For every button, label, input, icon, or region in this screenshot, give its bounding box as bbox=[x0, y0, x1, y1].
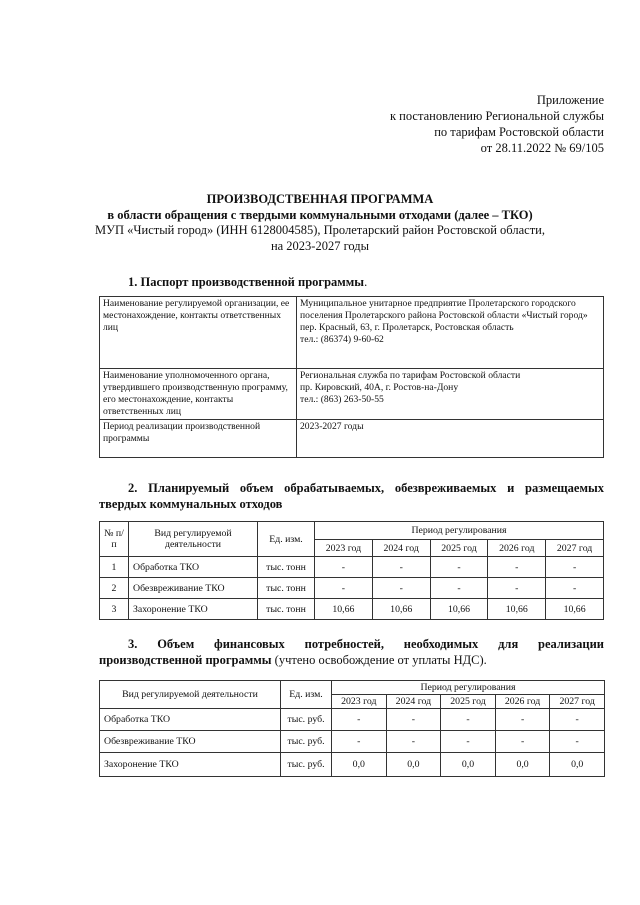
header-period: Период регулирования bbox=[315, 522, 604, 540]
row-activity: Обработка ТКО bbox=[129, 557, 258, 578]
passport-value-line: тел.: (863) 263-50-55 bbox=[300, 394, 384, 405]
row-num: 1 bbox=[100, 557, 129, 578]
row-value: 0,0 bbox=[332, 753, 387, 777]
title-line-1: ПРОИЗВОДСТВЕННАЯ ПРОГРАММА bbox=[206, 192, 434, 206]
header-year: 2023 год bbox=[332, 695, 387, 709]
table-row bbox=[100, 369, 604, 420]
document-title bbox=[0, 192, 640, 254]
row-value: - bbox=[430, 578, 488, 599]
row-unit: тыс. руб. bbox=[281, 709, 332, 731]
appendix-line-2: к постановлению Региональной службы bbox=[389, 109, 604, 123]
row-value: - bbox=[332, 709, 387, 731]
row-num: 2 bbox=[100, 578, 129, 599]
table-row bbox=[100, 709, 605, 731]
section3-heading-bold: производственной программы bbox=[99, 653, 272, 667]
passport-label-cell: Период реализации производственной программы bbox=[100, 420, 297, 458]
row-value: - bbox=[315, 578, 373, 599]
section3-heading bbox=[99, 636, 604, 668]
passport-value-cell bbox=[297, 297, 604, 369]
row-value: - bbox=[332, 731, 387, 753]
section3-heading-rest: (учтено освобождение от уплаты НДС). bbox=[271, 653, 487, 667]
row-value: - bbox=[372, 557, 430, 578]
row-value: 10,66 bbox=[488, 599, 546, 620]
row-value: 10,66 bbox=[372, 599, 430, 620]
row-activity: Захоронение ТКО bbox=[129, 599, 258, 620]
row-num: 3 bbox=[100, 599, 129, 620]
row-value: - bbox=[372, 578, 430, 599]
header-unit: Ед. изм. bbox=[258, 522, 315, 557]
row-value: 0,0 bbox=[550, 753, 605, 777]
row-value: 0,0 bbox=[441, 753, 496, 777]
row-value: 10,66 bbox=[315, 599, 373, 620]
section1-heading-period: . bbox=[364, 275, 368, 289]
table-header-row bbox=[100, 522, 604, 540]
row-unit: тыс. руб. bbox=[281, 753, 332, 777]
row-value: - bbox=[550, 709, 605, 731]
passport-table bbox=[99, 296, 604, 458]
section2-heading-line-2: твердых коммунальных отходов bbox=[99, 497, 283, 511]
row-value: - bbox=[495, 709, 550, 731]
header-year: 2027 год bbox=[546, 540, 604, 557]
section1-heading bbox=[128, 274, 367, 290]
section2-heading-line-1: 2. Планируемый объем обрабатываемых, обезвреживаемых и размещаемых bbox=[128, 481, 604, 495]
section2-heading bbox=[99, 480, 604, 512]
header-activity: Вид регулируемой деятельности bbox=[100, 681, 281, 709]
table-row bbox=[100, 753, 605, 777]
header-year: 2027 год bbox=[550, 695, 605, 709]
row-activity: Обезвреживание ТКО bbox=[100, 731, 281, 753]
row-unit: тыс. тонн bbox=[258, 578, 315, 599]
header-year: 2025 год bbox=[430, 540, 488, 557]
section3-heading-line-1: 3. Объем финансовых потребностей, необходимых для реализации bbox=[128, 637, 604, 651]
title-line-4: на 2023-2027 годы bbox=[270, 238, 370, 253]
appendix-line-3: по тарифам Ростовской области bbox=[434, 125, 604, 139]
appendix-line-4: от 28.11.2022 № 69/105 bbox=[480, 141, 604, 155]
row-activity: Захоронение ТКО bbox=[100, 753, 281, 777]
section3-heading-line-2 bbox=[99, 652, 604, 668]
row-value: - bbox=[488, 557, 546, 578]
passport-value-line: пер. Красный, 63, г. Пролетарск, Ростовская область bbox=[300, 322, 514, 333]
passport-value-cell bbox=[297, 369, 604, 420]
row-value: 0,0 bbox=[386, 753, 441, 777]
header-year: 2026 год bbox=[495, 695, 550, 709]
section1-heading-text: 1. Паспорт производственной программы bbox=[128, 275, 365, 289]
finance-table bbox=[99, 680, 605, 777]
table-row bbox=[100, 599, 604, 620]
row-value: 10,66 bbox=[546, 599, 604, 620]
row-unit: тыс. тонн bbox=[258, 599, 315, 620]
header-year: 2025 год bbox=[441, 695, 496, 709]
row-value: 0,0 bbox=[495, 753, 550, 777]
row-value: 10,66 bbox=[430, 599, 488, 620]
table-row bbox=[100, 578, 604, 599]
row-value: - bbox=[546, 578, 604, 599]
row-value: - bbox=[386, 709, 441, 731]
row-activity: Обезвреживание ТКО bbox=[129, 578, 258, 599]
header-year: 2024 год bbox=[372, 540, 430, 557]
row-unit: тыс. руб. bbox=[281, 731, 332, 753]
row-value: - bbox=[441, 731, 496, 753]
header-year: 2023 год bbox=[315, 540, 373, 557]
table-row bbox=[100, 420, 604, 458]
row-activity: Обработка ТКО bbox=[100, 709, 281, 731]
title-line-2: в области обращения с твердыми коммунальными отходами (далее – ТКО) bbox=[107, 207, 533, 222]
passport-value-line: пр. Кировский, 40А, г. Ростов-на-Дону bbox=[300, 382, 459, 393]
passport-value-line: 2023-2027 годы bbox=[300, 421, 364, 432]
row-value: - bbox=[550, 731, 605, 753]
appendix-line-1: Приложение bbox=[536, 93, 604, 107]
table-row bbox=[100, 731, 605, 753]
table-header-row bbox=[100, 681, 605, 695]
row-value: - bbox=[495, 731, 550, 753]
passport-value-line: Муниципальное унитарное предприятие Пролетарского городского поселения Пролетарского района Ростовской области «Чистый город» bbox=[300, 298, 588, 321]
header-period: Период регулирования bbox=[332, 681, 605, 695]
header-num: № п/п bbox=[100, 522, 129, 557]
row-value: - bbox=[430, 557, 488, 578]
row-value: - bbox=[488, 578, 546, 599]
row-unit: тыс. тонн bbox=[258, 557, 315, 578]
appendix-header bbox=[390, 92, 604, 156]
header-year: 2024 год bbox=[386, 695, 441, 709]
row-value: - bbox=[315, 557, 373, 578]
passport-value-line: Региональная служба по тарифам Ростовской области bbox=[300, 370, 521, 381]
passport-value-line: тел.: (86374) 9-60-62 bbox=[300, 334, 384, 345]
volume-table bbox=[99, 521, 604, 620]
header-unit: Ед. изм. bbox=[281, 681, 332, 709]
passport-label-cell: Наименование уполномоченного органа, утвердившего производственную программу, его местонахождение, контакты ответственных лиц bbox=[100, 369, 297, 420]
table-row bbox=[100, 297, 604, 369]
title-line-3: МУП «Чистый город» (ИНН 6128004585), Пролетарский район Ростовской области, bbox=[95, 223, 545, 237]
row-value: - bbox=[386, 731, 441, 753]
passport-label-cell: Наименование регулируемой организации, ее местонахождение, контакты ответственных лиц bbox=[100, 297, 297, 369]
header-year: 2026 год bbox=[488, 540, 546, 557]
row-value: - bbox=[441, 709, 496, 731]
header-activity: Вид регулируемой деятельности bbox=[129, 522, 258, 557]
table-row bbox=[100, 557, 604, 578]
passport-value-cell bbox=[297, 420, 604, 458]
row-value: - bbox=[546, 557, 604, 578]
